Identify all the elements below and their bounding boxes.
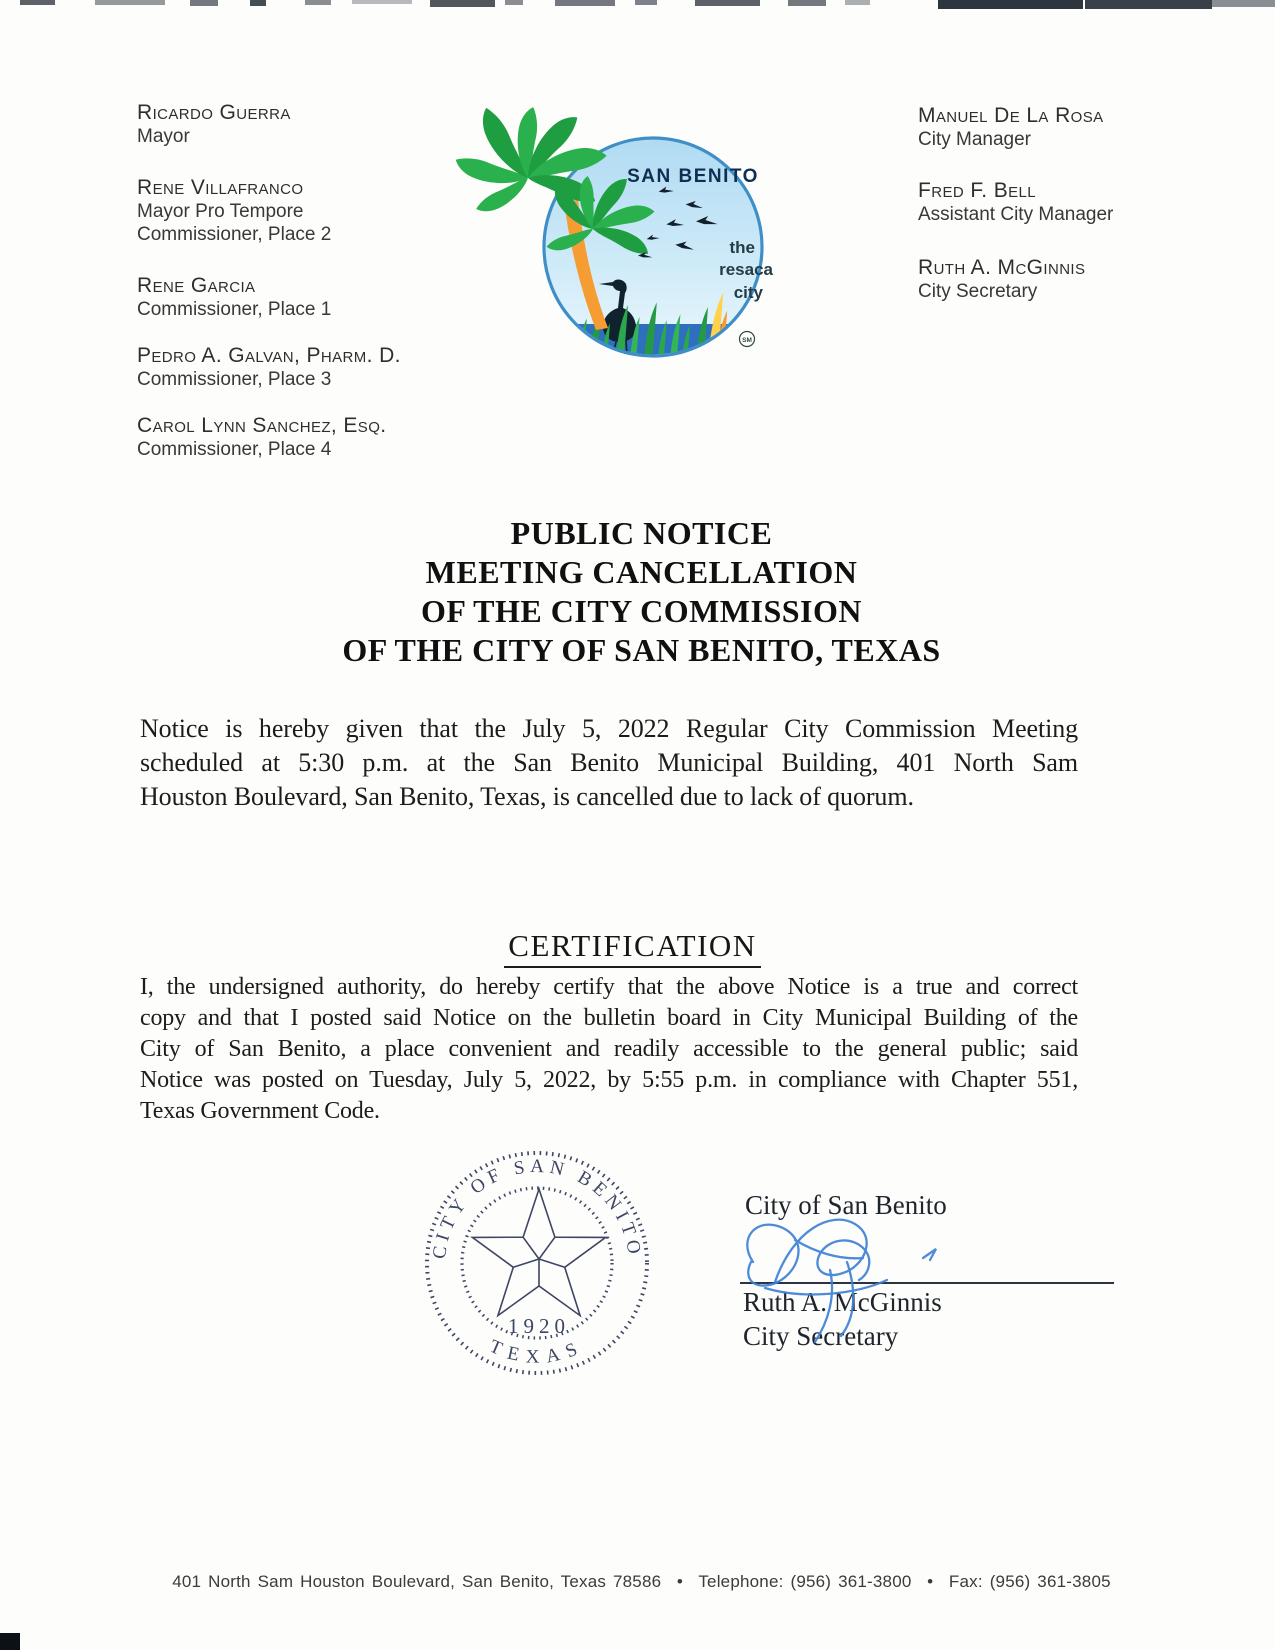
tagline-the: the	[729, 238, 755, 257]
notice-body	[140, 712, 1078, 814]
certification-body-line: copy and that I posted said Notice on the bulletin board in City Municipal Building of the	[140, 1005, 1078, 1031]
notice-body-line: Houston Boulevard, San Benito, Texas, is cancelled due to lack of quorum.	[140, 782, 914, 811]
official-title: Commissioner, Place 2	[137, 224, 332, 245]
notice-title	[104, 514, 1179, 670]
footer-address-line: 401 North Sam Houston Boulevard, San Benito, Texas 78586 • Telephone: (956) 361-3800 • Fax: (956) 361-3805	[172, 1572, 1111, 1591]
notice-title-line: MEETING CANCELLATION	[425, 554, 858, 590]
notice-title-line: OF THE CITY COMMISSION	[421, 593, 862, 629]
notice-body-line: scheduled at 5:30 p.m. at the San Benito Municipal Building, 401 North Sam	[140, 748, 1078, 777]
handwritten-signature	[735, 1200, 960, 1355]
svg-text:TEXAS	[486, 1336, 587, 1368]
signer-name: Ruth A. McGinnis	[743, 1287, 942, 1317]
certification-body	[140, 972, 1078, 1127]
official-title: Commissioner, Place 1	[137, 298, 332, 320]
official-name: Ruth A. McGinnis	[918, 256, 1086, 279]
certification-heading	[95, 928, 1170, 968]
svg-text:CITY OF SAN BENITO	[429, 1156, 645, 1260]
tagline-resaca: resaca	[719, 260, 773, 279]
official-title: Mayor	[137, 125, 190, 147]
logo-city-name: SAN BENITO	[627, 166, 759, 187]
tagline-city: city	[733, 283, 763, 302]
official-name: Manuel De La Rosa	[918, 104, 1104, 127]
official-mayor-pro-tempore	[137, 176, 331, 247]
official-commissioner-1	[137, 274, 331, 321]
official-title: Assistant City Manager	[918, 203, 1114, 225]
city-logo	[450, 96, 780, 366]
official-title: City Secretary	[918, 280, 1038, 302]
notice-body-line: Notice is hereby given that the July 5, 2022 Regular City Commission Meeting	[140, 714, 1078, 743]
official-assistant-city-manager	[918, 179, 1113, 226]
seal-year: 1920	[508, 1314, 570, 1338]
signature-organization: City of San Benito	[745, 1190, 947, 1220]
seal-outer-ring	[427, 1153, 647, 1373]
service-mark	[740, 332, 755, 347]
official-commissioner-4	[137, 414, 387, 461]
official-city-secretary	[918, 256, 1085, 303]
certification-body-line: I, the undersigned authority, do hereby certify that the above Notice is a true and correct	[140, 974, 1078, 1000]
official-name: Carol Lynn Sanchez, Esq.	[137, 414, 387, 437]
certification-body-line: Notice was posted on Tuesday, July 5, 2022, by 5:55 p.m. in compliance with Chapter 551,	[140, 1067, 1078, 1093]
service-mark-text: SM	[742, 337, 752, 344]
seal-top-text: CITY OF SAN BENITO	[428, 1155, 646, 1261]
official-name: Fred F. Bell	[918, 179, 1036, 202]
official-name: Pedro A. Galvan, Pharm. D.	[137, 344, 401, 367]
notice-title-line: OF THE CITY OF SAN BENITO, TEXAS	[342, 632, 941, 668]
seal-bottom-text: TEXAS	[486, 1335, 588, 1368]
official-name: Ricardo Guerra	[137, 101, 291, 124]
official-name: Rene Villafranco	[137, 176, 304, 199]
seal-star-icon	[472, 1189, 605, 1316]
signer-title: City Secretary	[743, 1321, 899, 1351]
official-title: Commissioner, Place 4	[137, 438, 332, 460]
official-name: Rene Garcia	[137, 274, 256, 297]
official-city-manager	[918, 104, 1104, 151]
certification-body-line: Texas Government Code.	[140, 1098, 380, 1124]
official-title: Commissioner, Place 3	[137, 368, 332, 390]
certification-heading-text: CERTIFICATION	[504, 928, 760, 968]
official-title: City Manager	[918, 128, 1031, 150]
certification-body-line: City of San Benito, a place convenient and readily accessible to the general public; said	[140, 1036, 1078, 1062]
official-title: Mayor Pro Tempore	[137, 200, 304, 222]
scan-artifact-top	[0, 0, 1275, 10]
scan-artifact-bottom-left	[0, 1633, 20, 1650]
official-mayor	[137, 101, 291, 148]
official-commissioner-3	[137, 344, 401, 391]
notice-title-line: PUBLIC NOTICE	[510, 515, 773, 551]
city-seal	[422, 1148, 652, 1378]
